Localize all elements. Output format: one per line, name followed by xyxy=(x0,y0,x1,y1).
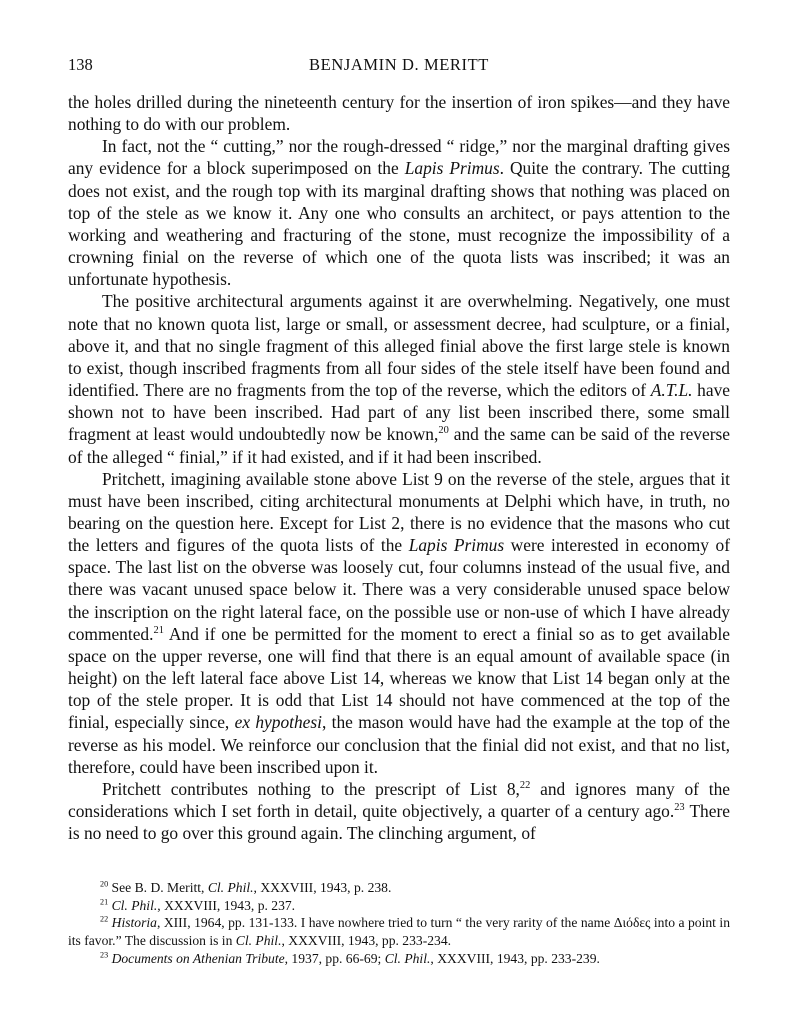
paragraph: In fact, not the “ cutting,” nor the rough-dressed “ ridge,” nor the marginal drafting gives any evidence for a block superimposed on the Lapis Primus. Quite the contrary. The cutting does not exist, and the rough top with its marginal drafting shows that nothing was placed on top of the stele as we know it. Any one who consults an architect, or pays attention to the working and weathering and fracturing of the stone, must recognize the impossibility of a crowning finial on the reverse of which one of the quota lists was inscribed; it was an unfortunate hypothesis. xyxy=(68,136,730,290)
paragraph: Pritchett contributes nothing to the prescript of List 8,22 and ignores many of the considerations which I set forth in detail, quite objectively, a quarter of a century ago.$^{23}$ There is no need to go over this ground again. The clinching argument, of xyxy=(68,778,730,844)
footnote: $^{20}$ See B. D. Meritt, Cl. Phil., XXXVIII, 1943, p. 238. xyxy=(100,879,392,895)
paragraph: The positive architectural arguments against it are overwhelming. Negatively, one must note that no known quota list, large or small, or assessment decree, had sculpture, or a finial, above it, and that no single fragment of this alleged finial above the first large stele is known to exist, though inscribed fragments from all four sides of the stele itself have been found and identified. There are no fragments from the top of the reverse, which the editors of A.T.L. have shown not to have been inscribed. Had part of any list been inscribed there, some small fragment at least would undoubtedly now be known,$^{20}$ and the same can be said of the reverse of the alleged “ finial,” if it had existed, and if it had been inscribed. xyxy=(68,291,730,467)
body-text xyxy=(68,91,730,844)
footnote: $^{23}$ Documents on Athenian Tribute, 1937, pp. 66-69; Cl. Phil., XXXVIII, 1943, pp. 233-239. xyxy=(100,950,600,966)
paragraph: Pritchett, imagining available stone above List 9 on the reverse of the stele, argues that it must have been inscribed, citing architectural monuments at Delphi which have, in truth, no bearing on the question here. Except for List 2, there is no evidence that the masons who cut the letters and figures of the quota lists of the Lapis Primus were interested in economy of space. The last list on the obverse was loosely cut, four columns instead of the usual five, and there was vacant unused space below it. There was a very considerable unused space below the inscription on the right lateral face, on the possible use or non-use of which I have already commented.$^{21}$ And if one be permitted for the moment to erect a finial so as to get available space on the upper reverse, one will find that there is an equal amount of available space (in height) on the left lateral face above List 14, whereas we know that List 14 began only at the top of the stele proper. It is odd that List 14 should not have commenced at the top of the finial, especially since, ex hypothesi, the mason would have had the example at the top of the reverse as his model. We reinforce our conclusion that the finial did not exist, and that no list, therefore, could have been inscribed upon it. xyxy=(68,468,731,777)
footnote: $^{21}$ Cl. Phil., XXXVIII, 1943, p. 237. xyxy=(100,897,296,913)
page-number: 138 xyxy=(68,55,93,74)
footnotes xyxy=(68,879,730,968)
footnote: $^{22}$ Historia, XIII, 1964, pp. 131-133. I have nowhere tried to turn “ the very rarity of the name Διόδες into a point in its favor.” The discussion is in Cl. Phil., XXXVIII, 1943, pp. 233-234. xyxy=(68,914,730,949)
page-header xyxy=(68,55,730,77)
running-head: BENJAMIN D. MERITT xyxy=(309,55,489,74)
paragraph: the holes drilled during the nineteenth century for the insertion of iron spikes—and they have nothing to do with our problem. xyxy=(68,92,730,135)
